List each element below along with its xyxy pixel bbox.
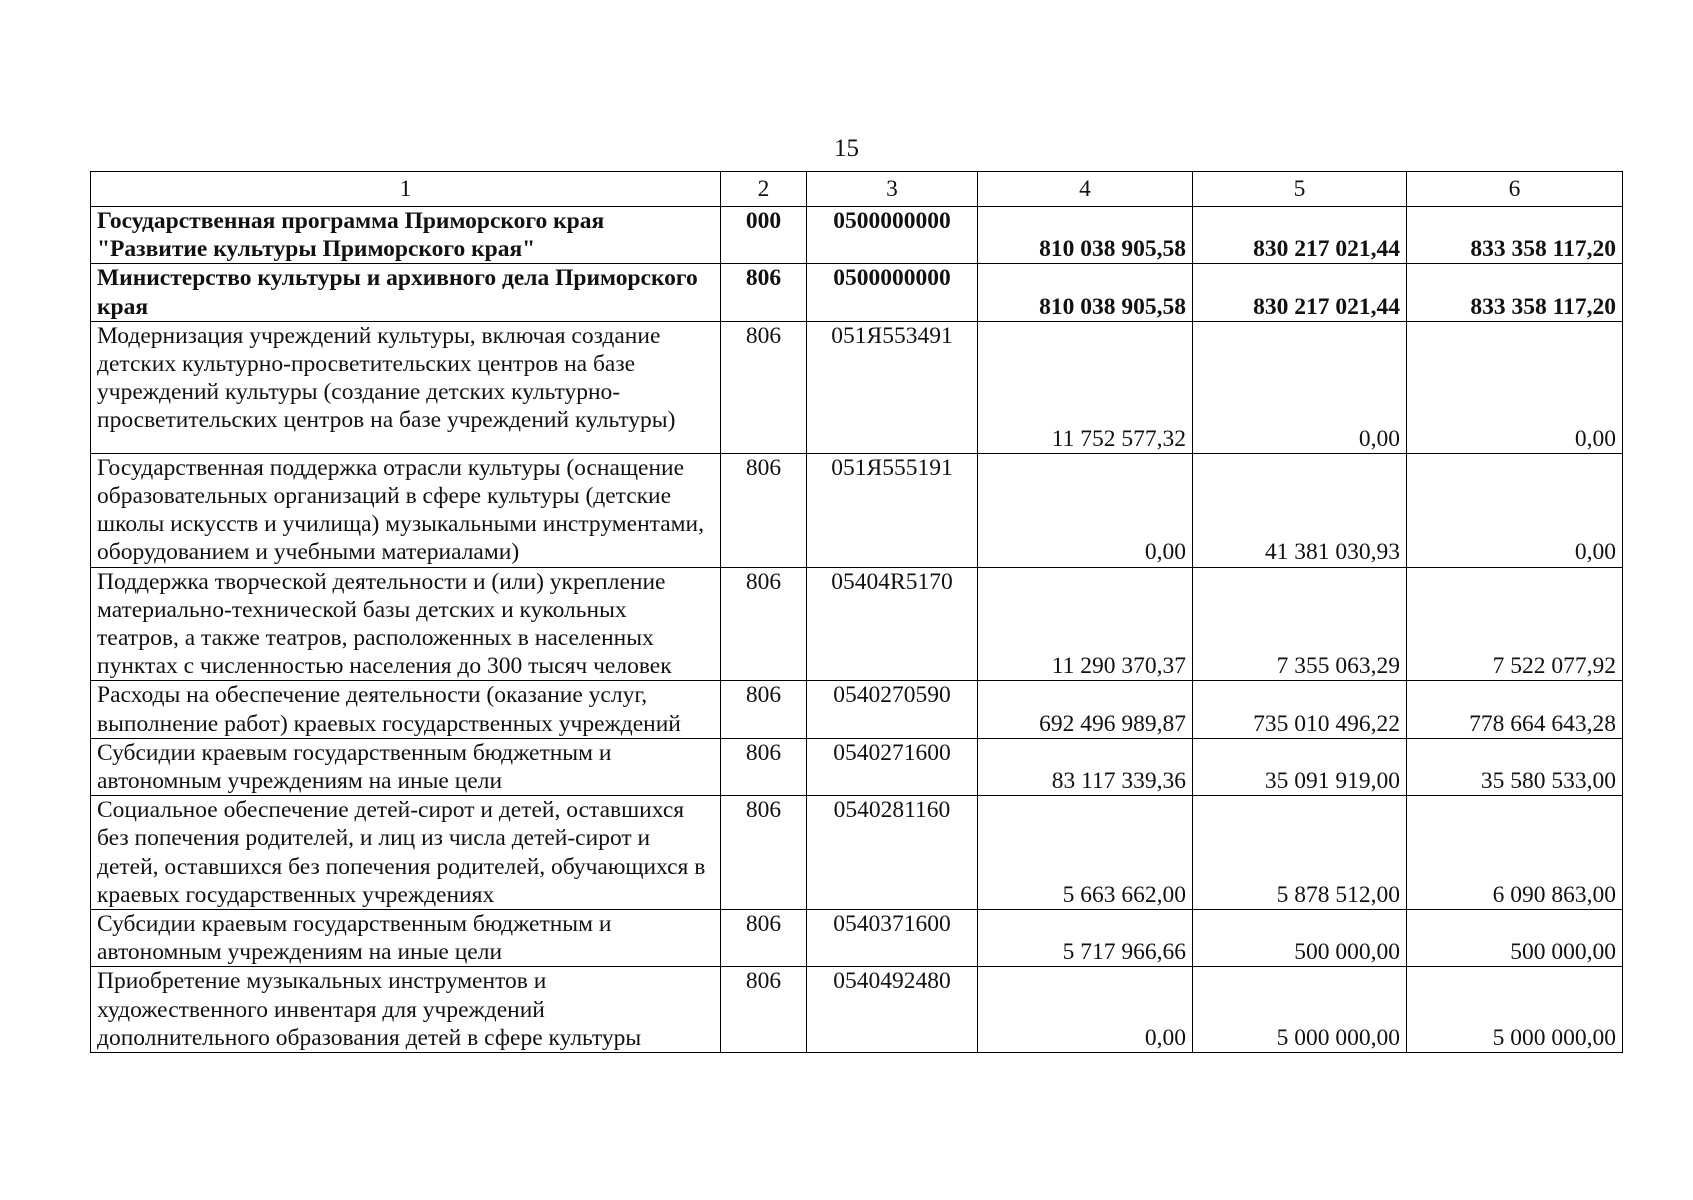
row-amount-col6-cell: 35 580 533,00 [1407,738,1623,795]
row-target-code-cell: 0540271600 [807,738,978,795]
row-ministry-code-cell: 806 [721,967,807,1053]
row-target-code-cell: 051Я553491 [807,321,978,453]
row-amount-col5-cell: 830 217 021,44 [1193,264,1407,321]
row-amount-col6-cell: 500 000,00 [1407,910,1623,967]
row-name-cell: Приобретение музыкальных инструментов и художественного инвентаря для учреждений дополнительного образования детей в сфере культуры [91,967,721,1053]
row-ministry-code-cell: 806 [721,910,807,967]
row-ministry-code-cell: 806 [721,738,807,795]
header-col-3: 3 [807,172,978,207]
row-amount-col5-cell: 41 381 030,93 [1193,453,1407,567]
header-col-5: 5 [1193,172,1407,207]
row-ministry-code-cell: 806 [721,681,807,738]
row-amount-col4-cell: 5 663 662,00 [978,796,1193,910]
row-amount-col6-cell: 7 522 077,92 [1407,567,1623,681]
row-amount-col6-cell: 0,00 [1407,321,1623,453]
row-amount-col6-cell: 5 000 000,00 [1407,967,1623,1053]
header-col-6: 6 [1407,172,1623,207]
row-ministry-code-cell: 806 [721,321,807,453]
row-target-code-cell: 0540270590 [807,681,978,738]
row-target-code-cell: 0500000000 [807,264,978,321]
row-amount-col4-cell: 83 117 339,36 [978,738,1193,795]
table-row [91,796,1623,910]
row-ministry-code-cell: 000 [721,207,807,264]
header-col-4: 4 [978,172,1193,207]
row-name-cell: Государственная программа Приморского края "Развитие культуры Приморского края" [91,207,721,264]
row-amount-col5-cell: 7 355 063,29 [1193,567,1407,681]
row-amount-col5-cell: 500 000,00 [1193,910,1407,967]
row-amount-col6-cell: 833 358 117,20 [1407,207,1623,264]
row-target-code-cell: 051Я555191 [807,453,978,567]
table-row [91,967,1623,1053]
row-amount-col4-cell: 0,00 [978,453,1193,567]
row-name-cell: Социальное обеспечение детей-сирот и детей, оставшихся без попечения родителей, и лиц из числа детей-сирот и детей, оставшихся без попечения родителей, обучающихся в краевых государственных учреждениях [91,796,721,910]
row-amount-col4-cell: 0,00 [978,967,1193,1053]
row-amount-col4-cell: 11 752 577,32 [978,321,1193,453]
table-row [91,910,1623,967]
header-col-1: 1 [91,172,721,207]
row-amount-col5-cell: 35 091 919,00 [1193,738,1407,795]
table-row [91,453,1623,567]
table-header-row [91,172,1623,207]
row-amount-col4-cell: 11 290 370,37 [978,567,1193,681]
row-amount-col4-cell: 5 717 966,66 [978,910,1193,967]
row-name-cell: Расходы на обеспечение деятельности (оказание услуг, выполнение работ) краевых государственных учреждений [91,681,721,738]
table-row [91,207,1623,264]
row-amount-col4-cell: 810 038 905,58 [978,207,1193,264]
row-amount-col5-cell: 0,00 [1193,321,1407,453]
row-target-code-cell: 0540492480 [807,967,978,1053]
row-name-cell: Субсидии краевым государственным бюджетным и автономным учреждениям на иные цели [91,738,721,795]
table-row [91,321,1623,453]
row-ministry-code-cell: 806 [721,567,807,681]
row-target-code-cell: 0500000000 [807,207,978,264]
row-amount-col6-cell: 778 664 643,28 [1407,681,1623,738]
row-amount-col4-cell: 810 038 905,58 [978,264,1193,321]
table-row [91,738,1623,795]
row-name-cell: Модернизация учреждений культуры, включая создание детских культурно-просветительских центров на базе учреждений культуры (создание детских культурно-просветительских центров на базе учреждений культуры) [91,321,721,453]
row-amount-col6-cell: 6 090 863,00 [1407,796,1623,910]
row-ministry-code-cell: 806 [721,453,807,567]
page-number: 15 [834,135,859,162]
row-amount-col5-cell: 830 217 021,44 [1193,207,1407,264]
row-name-cell: Поддержка творческой деятельности и (или) укрепление материально-технической базы детских и кукольных театров, а также театров, расположенных в населенных пунктах с численностью населения до 300 тысяч человек [91,567,721,681]
row-amount-col4-cell: 692 496 989,87 [978,681,1193,738]
budget-table [90,171,1623,1053]
row-amount-col5-cell: 735 010 496,22 [1193,681,1407,738]
row-target-code-cell: 0540281160 [807,796,978,910]
row-amount-col6-cell: 833 358 117,20 [1407,264,1623,321]
row-target-code-cell: 05404R5170 [807,567,978,681]
row-amount-col5-cell: 5 000 000,00 [1193,967,1407,1053]
row-name-cell: Субсидии краевым государственным бюджетным и автономным учреждениям на иные цели [91,910,721,967]
table-body [91,172,1623,1053]
row-target-code-cell: 0540371600 [807,910,978,967]
table-row [91,681,1623,738]
row-amount-col5-cell: 5 878 512,00 [1193,796,1407,910]
table-row [91,567,1623,681]
row-name-cell: Государственная поддержка отрасли культуры (оснащение образовательных организаций в сфере культуры (детские школы искусств и училища) музыкальными инструментами, оборудованием и учебными материалами) [91,453,721,567]
row-amount-col6-cell: 0,00 [1407,453,1623,567]
row-ministry-code-cell: 806 [721,796,807,910]
row-name-cell: Министерство культуры и архивного дела Приморского края [91,264,721,321]
header-col-2: 2 [721,172,807,207]
row-ministry-code-cell: 806 [721,264,807,321]
table-row [91,264,1623,321]
